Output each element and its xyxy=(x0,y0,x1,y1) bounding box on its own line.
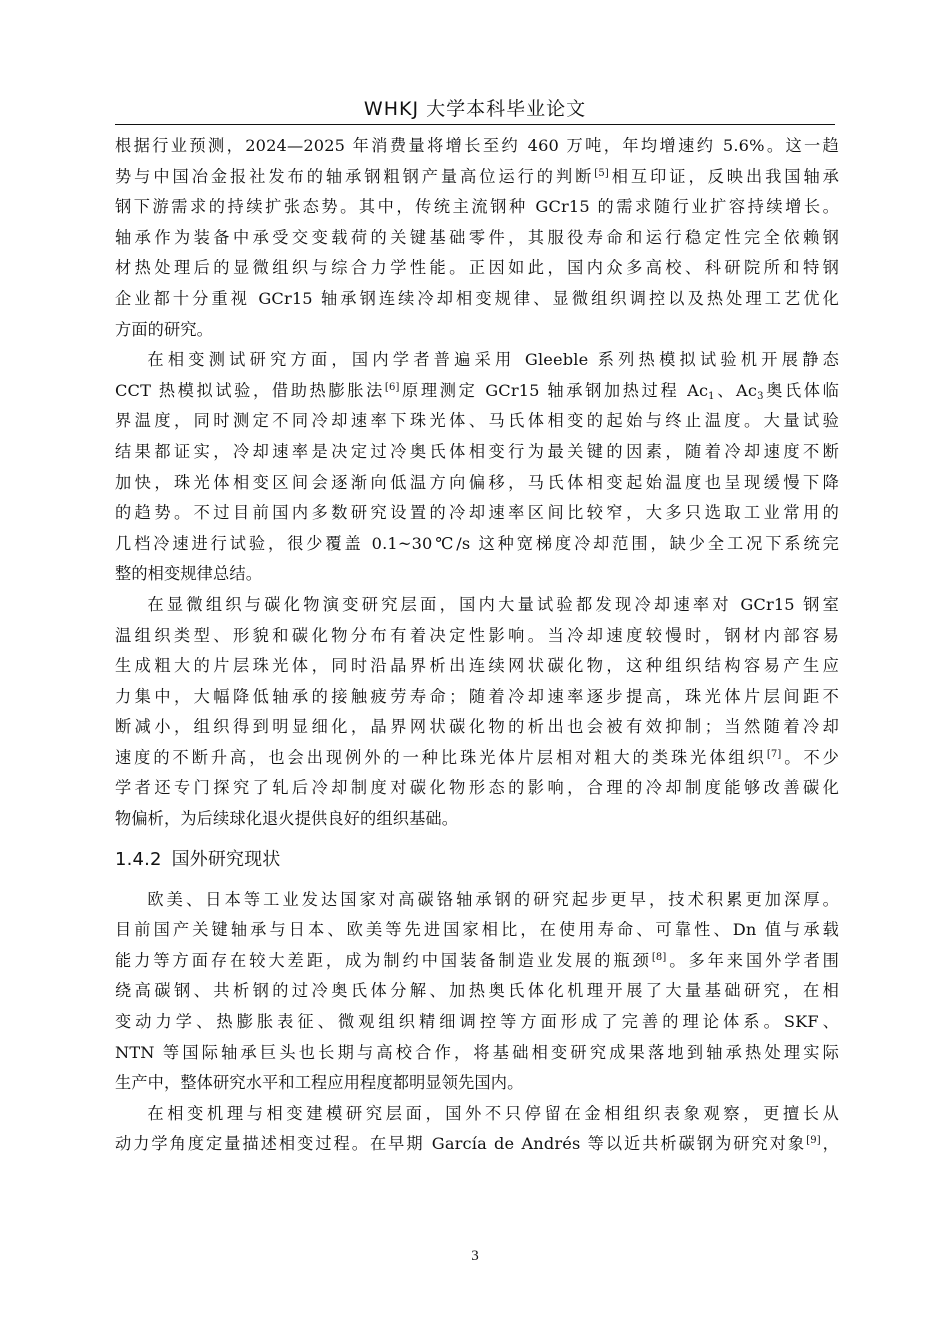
text-line: 钢下游需求的持续扩张态势。其中，传统主流钢种 GCr15 的需求随行业扩容持续增长。 xyxy=(115,197,839,217)
text-line: 在相变测试研究方面，国内学者普遍采用 Gleeble 系列热模拟试验机开展静态 xyxy=(147,350,839,370)
citation-ref: [7] xyxy=(766,748,782,760)
paragraph-4 xyxy=(115,885,839,1099)
citation-ref: [5] xyxy=(594,167,609,179)
text-run: 相互印证，反映出我国轴承 xyxy=(608,166,839,186)
text-line: 目前国产关键轴承与日本、欧美等先进国家相比，在使用寿命、可靠性、Dn 值与承载 xyxy=(115,920,839,940)
text-run: 势与中国冶金报社发布的轴承钢粗钢产量高位运行的判断 xyxy=(115,166,595,186)
text-line: NTN 等国际轴承巨头也长期与高校合作，将基础相变研究成果落地到轴承热处理实际 xyxy=(115,1042,839,1062)
subscript: 3 xyxy=(757,390,764,402)
header-rule xyxy=(115,124,835,125)
running-header: WHKJ 大学本科毕业论文 xyxy=(363,98,587,120)
text-line: 生成粗大的片层珠光体，同时沿晶界析出连续网状碳化物，这种组织结构容易产生应 xyxy=(115,656,839,676)
text-line: 变动力学、热膨胀表征、微观组织精细调控等方面形成了完善的理论体系。SKF、 xyxy=(115,1012,839,1032)
text-run: 奥氏体临 xyxy=(763,380,839,400)
text-line: 轴承作为装备中承受交变载荷的关键基础零件，其服役寿命和运行稳定性完全依赖钢 xyxy=(115,227,839,247)
text-line: 在显微组织与碳化物演变研究层面，国内大量试验都发现冷却速率对 GCr15 钢室 xyxy=(147,594,839,614)
subscript: 1 xyxy=(708,390,715,402)
text-line: 在相变机理与相变建模研究层面，国外不只停留在金相组织表象观察，更擅长从 xyxy=(147,1103,839,1123)
text-run: 能力等方面存在较大差距，成为制约中国装备制造业发展的瓶颈 xyxy=(115,950,652,970)
text-line: 物偏析，为后续球化退火提供良好的组织基础。 xyxy=(115,809,459,829)
body-text xyxy=(115,131,839,1160)
text-line xyxy=(115,946,839,977)
text-run: 。不少 xyxy=(781,747,839,767)
section-number: 1.4.2 xyxy=(115,848,162,870)
text-run: 动力学角度定量描述相变过程。在早期 García de Andrés 等以近共析碳钢为研究对象 xyxy=(115,1134,807,1154)
section-heading xyxy=(115,843,839,877)
text-line: 方面的研究。 xyxy=(115,319,214,339)
text-line: 的趋势。不过目前国内多数研究设置的冷却速率区间比较窄，大多只选取工业常用的 xyxy=(115,503,839,523)
text-line: 绕高碳钢、共析钢的过冷奥氏体分解、加热奥氏体化机理开展了大量基础研究，在相 xyxy=(115,981,839,1001)
text-line: 根据行业预测，2024—2025 年消费量将增长至约 460 万吨，年均增速约 5.6%。这一趋 xyxy=(115,136,839,155)
text-line xyxy=(115,162,839,193)
text-line: 欧美、日本等工业发达国家对高碳铬轴承钢的研究起步更早，技术积累更加深厚。 xyxy=(147,889,839,909)
text-line: 材热处理后的显微组织与综合力学性能。正因如此，国内众多高校、科研院所和特钢 xyxy=(115,258,839,278)
text-run: 原理测定 GCr15 轴承钢加热过程 Ac xyxy=(399,380,709,400)
text-line xyxy=(115,1129,839,1160)
section-title: 国外研究现状 xyxy=(171,848,281,870)
text-line: 生产中，整体研究水平和工程应用程度都明显领先国内。 xyxy=(115,1073,524,1093)
text-line: 整的相变规律总结。 xyxy=(115,564,263,584)
paragraph-5 xyxy=(115,1099,839,1160)
text-run: 。多年来国外学者围 xyxy=(666,950,839,970)
text-line: 加快，珠光体相变区间会逐渐向低温方向偏移，马氏体相变起始温度也呈现缓慢下降 xyxy=(115,472,839,492)
text-line xyxy=(115,743,839,774)
text-line: 几档冷速进行试验，很少覆盖 0.1~30℃/s 这种宽梯度冷却范围，缺少全工况下系统完 xyxy=(115,533,839,553)
text-line: 结果都证实，冷却速率是决定过冷奥氏体相变行为最关键的因素，随着冷却速度不断 xyxy=(115,441,839,461)
text-line: 力集中，大幅降低轴承的接触疲劳寿命；随着冷却速率逐步提高，珠光体片层间距不 xyxy=(115,686,839,706)
text-line xyxy=(115,376,839,407)
paragraph-1 xyxy=(115,131,839,345)
text-line: 企业都十分重视 GCr15 轴承钢连续冷却相变规律、显微组织调控以及热处理工艺优化 xyxy=(115,288,839,308)
text-run: 、Ac xyxy=(714,380,758,400)
text-line: 界温度，同时测定不同冷却速率下珠光体、马氏体相变的起始与终止温度。大量试验 xyxy=(115,411,839,431)
citation-ref: [6] xyxy=(384,381,400,393)
text-run: CCT 热模拟试验，借助热膨胀法 xyxy=(115,380,385,400)
paragraph-3 xyxy=(115,590,839,835)
paragraph-2 xyxy=(115,345,839,590)
text-run: ， xyxy=(820,1134,839,1154)
text-run: 速度的不断升高，也会出现例外的一种比珠光体片层相对粗大的类珠光体组织 xyxy=(115,747,767,767)
text-line: 学者还专门探究了轧后冷却制度对碳化物形态的影响，合理的冷却制度能够改善碳化 xyxy=(115,778,839,798)
text-line: 温组织类型、形貌和碳化物分布有着决定性影响。当冷却速度较慢时，钢材内部容易 xyxy=(115,625,839,645)
citation-ref: [9] xyxy=(806,1135,821,1147)
citation-ref: [8] xyxy=(651,951,667,963)
text-line: 断减小，组织得到明显细化，晶界网状碳化物的析出也会被有效抑制；当然随着冷却 xyxy=(115,717,839,737)
page-number: 3 xyxy=(471,1248,479,1264)
